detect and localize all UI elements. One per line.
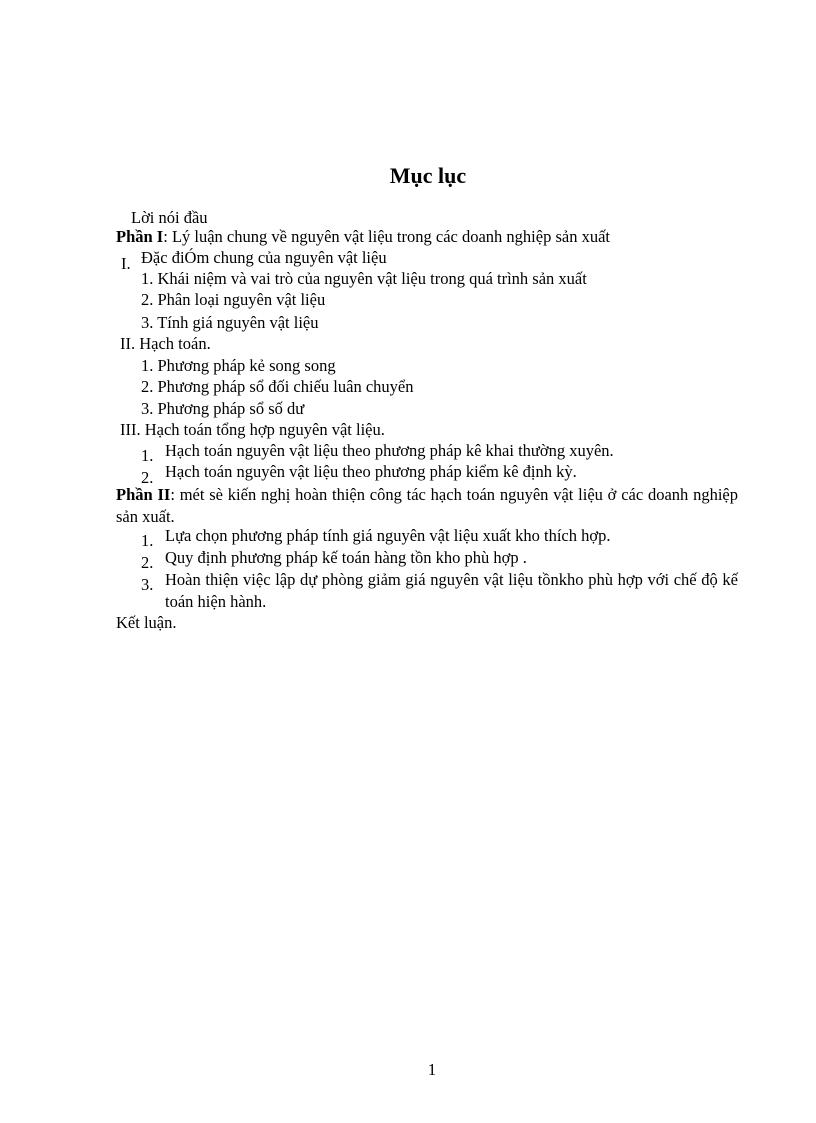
part-1-text: : Lý luận chung về nguyên vật liệu trong các doanh nghiệp sản xuất bbox=[163, 227, 610, 246]
part-1-label: Phần I bbox=[116, 227, 164, 246]
toc-section-3: III. Hạch toán tổng hợp nguyên vật liệu. bbox=[120, 420, 385, 439]
toc-item-2-3: 3. Phương pháp sổ số dư bbox=[141, 399, 305, 418]
toc-item-3-1-number: 1. bbox=[141, 446, 154, 465]
toc-item-1-2: 2. Phân loại nguyên vật liệu bbox=[141, 290, 326, 309]
toc-item-p2-3: Hoàn thiện việc lập dự phòng giảm giá nguyên vật liệu tồnkho phù hợp với chế độ kế toán hiện hành. bbox=[165, 570, 738, 611]
toc-item-p2-1: Lựa chọn phương pháp tính giá nguyên vật liệu xuất kho thích hợp. bbox=[165, 526, 611, 545]
toc-item-1-3: 3. Tính giá nguyên vật liệu bbox=[141, 313, 319, 332]
toc-item-p2-2-number: 2. bbox=[141, 553, 154, 572]
toc-conclusion: Kết luận. bbox=[116, 613, 177, 632]
toc-section-1: Đặc điÓm chung của nguyên vật liệu bbox=[141, 248, 387, 267]
toc-preface: Lời nói đầu bbox=[131, 208, 208, 227]
part-2-text: : mét sè kiến nghị hoàn thiện công tác hạch toán nguyên vật liệu ở các doanh nghiệp sản xuất. bbox=[116, 485, 738, 526]
toc-item-2-2: 2. Phương pháp sổ đối chiếu luân chuyển bbox=[141, 377, 414, 396]
toc-section-1-number: I. bbox=[121, 254, 131, 273]
toc-section-2: II. Hạch toán. bbox=[120, 334, 211, 353]
toc-item-3-2-number: 2. bbox=[141, 468, 154, 487]
toc-item-2-1: 1. Phương pháp kẻ song song bbox=[141, 356, 336, 375]
toc-part-2 bbox=[116, 484, 738, 528]
page-title: Mục lục bbox=[389, 163, 467, 188]
toc-item-1-1: 1. Khái niệm và vai trò của nguyên vật liệu trong quá trình sản xuất bbox=[141, 269, 587, 288]
part-2-label: Phần II bbox=[116, 485, 171, 504]
toc-item-3-2: Hạch toán nguyên vật liệu theo phương pháp kiểm kê định kỳ. bbox=[165, 462, 577, 481]
page-number: 1 bbox=[427, 1060, 437, 1079]
toc-item-3-1: Hạch toán nguyên vật liệu theo phương pháp kê khai thường xuyên. bbox=[165, 441, 614, 460]
toc-item-p2-2: Quy định phương pháp kế toán hàng tồn kho phù hợp . bbox=[165, 548, 527, 567]
toc-item-p2-3-number: 3. bbox=[141, 575, 154, 594]
toc-part-1 bbox=[116, 227, 610, 247]
toc-item-p2-1-number: 1. bbox=[141, 531, 154, 550]
